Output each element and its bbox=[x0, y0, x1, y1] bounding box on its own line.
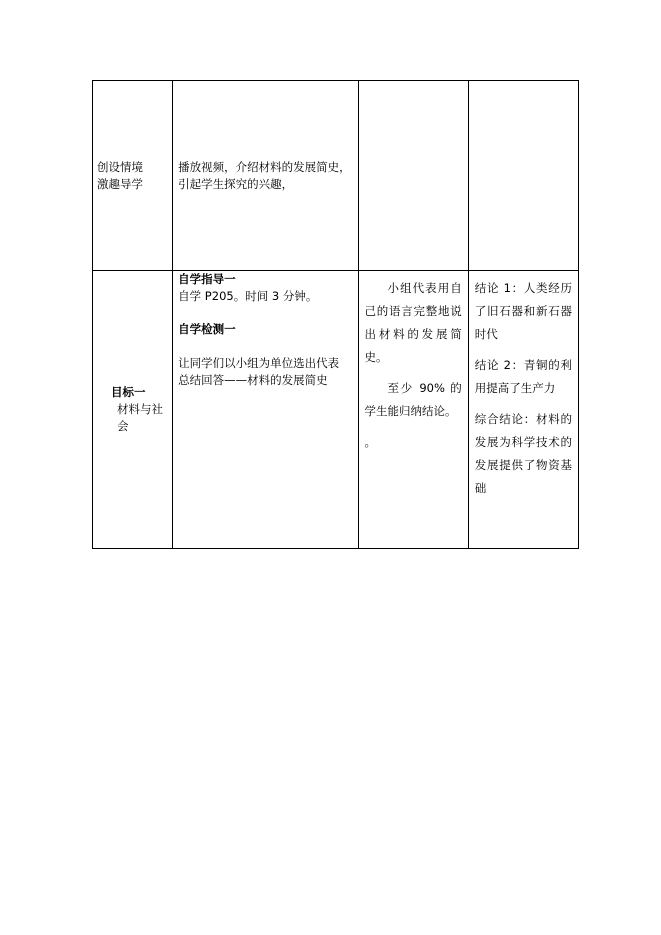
trailing-mark: 。 bbox=[364, 435, 377, 449]
check-line: 总结回答——材料的发展简史 bbox=[178, 373, 328, 387]
summary-conclusion: 综合结论：材料的发展为科学技术的发展提供了物资基础 bbox=[474, 412, 572, 495]
stage-label-line: 激趣导学 bbox=[97, 176, 143, 191]
objective-heading: 目标一 bbox=[111, 385, 146, 399]
check-line: 让同学们以小组为单位选出代表 bbox=[178, 356, 340, 370]
objective-cell bbox=[93, 271, 173, 549]
table-row bbox=[93, 81, 579, 271]
check-heading: 自学检测一 bbox=[178, 322, 236, 336]
objective-sub-line: 会 bbox=[117, 419, 129, 433]
student-activity-text: 小组代表用自己的语言完整地说出材料的发展简史。 bbox=[364, 281, 462, 364]
student-activity-cell bbox=[358, 271, 468, 549]
conclusion-cell bbox=[468, 271, 578, 549]
conclusion-2: 结论 2：青铜的利用提高了生产力 bbox=[474, 358, 572, 395]
guide-text: 自学 P205。时间 3 分钟。 bbox=[178, 289, 318, 303]
table-row bbox=[93, 271, 579, 549]
conclusion-cell bbox=[468, 81, 578, 271]
student-activity-cell bbox=[358, 81, 468, 271]
lesson-plan-table bbox=[92, 80, 579, 549]
stage-cell bbox=[93, 81, 173, 271]
objective-sub-line: 材料与社 bbox=[117, 402, 163, 416]
activity-line: 引起学生探究的兴趣， bbox=[178, 176, 294, 191]
guide-heading: 自学指导一 bbox=[178, 272, 236, 286]
stage-label-line: 创设情境 bbox=[97, 159, 143, 174]
conclusion-1: 结论 1：人类经历了旧石器和新石器时代 bbox=[474, 281, 572, 341]
success-criteria-text: 至少 90% 的学生能归纳结论。 bbox=[364, 381, 462, 418]
self-study-cell bbox=[173, 271, 358, 549]
activity-line: 播放视频，介绍材料的发展简史， bbox=[178, 159, 351, 174]
teacher-activity-cell bbox=[173, 81, 358, 271]
